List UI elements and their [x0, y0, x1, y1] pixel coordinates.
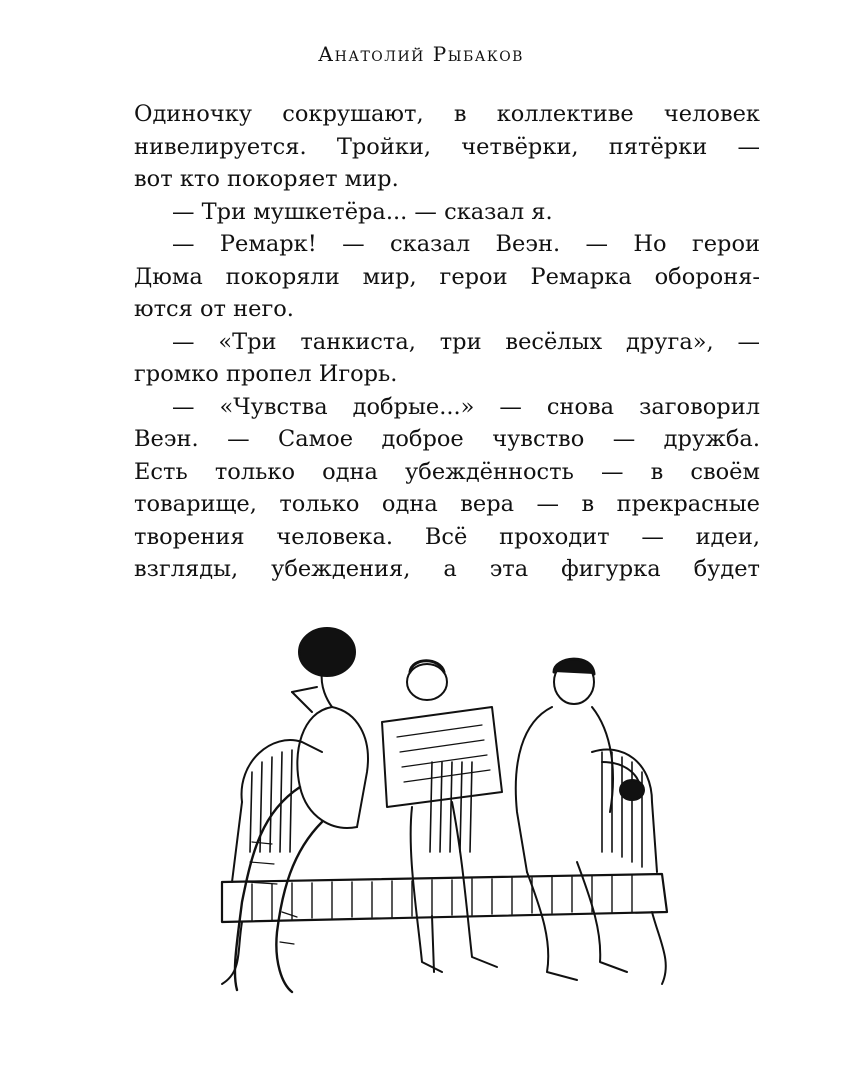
body-text: [134, 98, 760, 586]
text-line: нивелируется. Тройки, четвёрки, пятёрки —: [134, 133, 760, 160]
text-line: вот кто покоряет мир.: [134, 166, 399, 192]
running-head: Анатолий Рыбаков: [318, 42, 524, 66]
text-line: — «Чувства добрые...» — снова заговорил: [172, 393, 760, 420]
text-line: Веэн. — Самое доброе чувство — дружба.: [134, 426, 760, 452]
text-line: товарище, только одна вера — в прекрасные: [134, 491, 760, 517]
text-line: — Ремарк! — сказал Веэн. — Но герои: [172, 231, 760, 257]
text-line: Одиночку сокрушают, в коллективе человек: [134, 101, 760, 127]
ink-sketch-three-people-on-bench-icon: [182, 612, 682, 1012]
text-line: — «Три танкиста, три весёлых друга», —: [172, 328, 760, 355]
text-line: ются от него.: [134, 296, 294, 322]
text-line: — Три мушкетёра... — сказал я.: [172, 198, 553, 225]
text-line: взгляды, убеждения, а эта фигурка будет: [134, 556, 760, 582]
text-line: Есть только одна убеждённость — в своём: [134, 458, 760, 485]
text-line: Дюма покоряли мир, герои Ремарка обороня-: [134, 263, 760, 290]
text-line: творения человека. Всё проходит — идеи,: [134, 523, 760, 550]
text-line: громко пропел Игорь.: [134, 361, 398, 387]
